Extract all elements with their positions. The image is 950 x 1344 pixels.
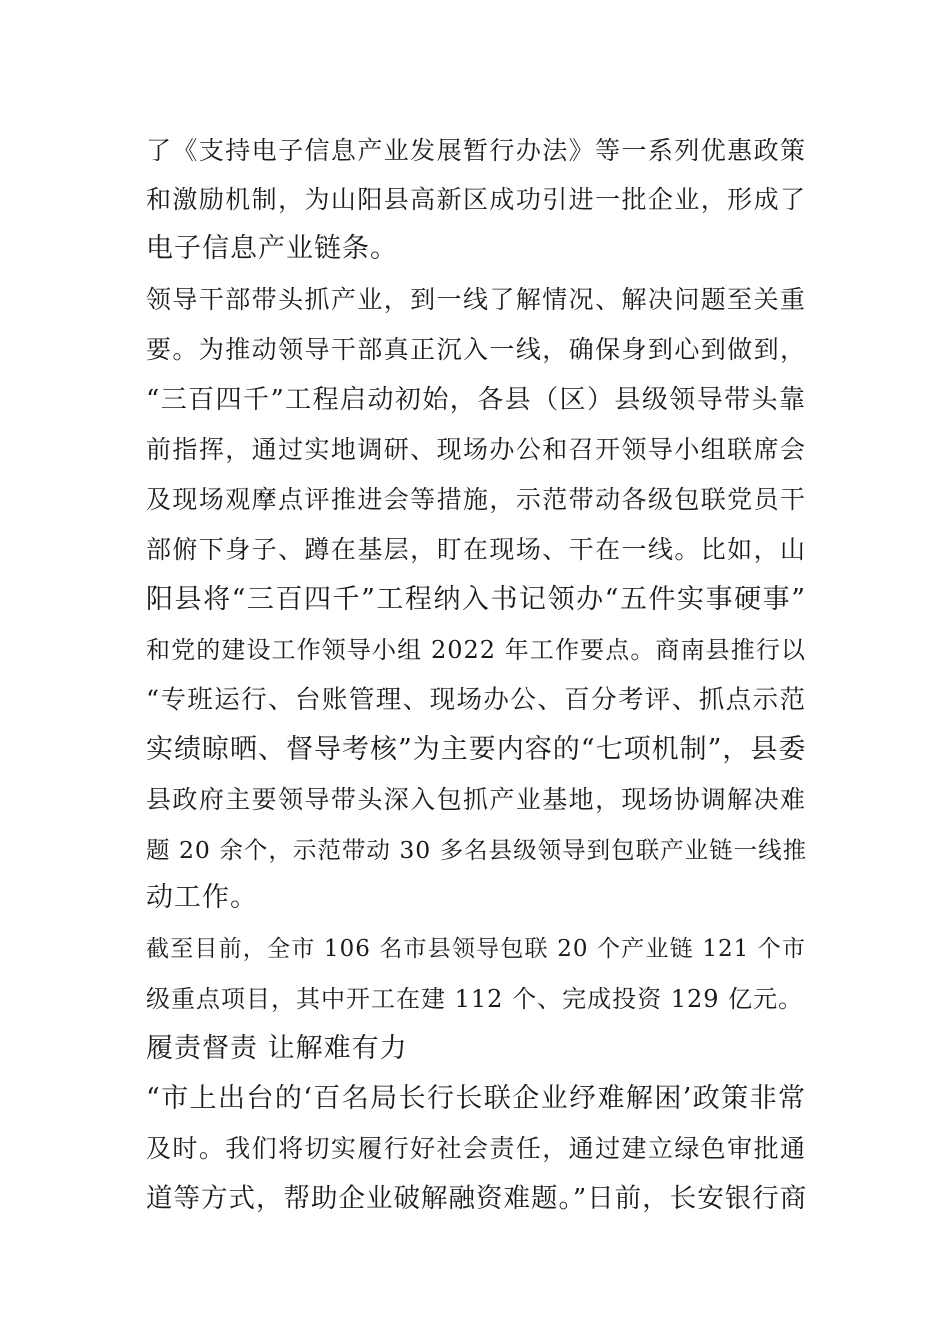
- text-line: 前指挥，通过实地调研、现场办公和召开领导小组联席会: [146, 435, 806, 464]
- text-line: 道等方式，帮助企业破解融资难题。”日前，长安银行商: [146, 1183, 808, 1214]
- text-line: 及现场观摩点评推进会等措施，示范带动各级包联党员干: [146, 485, 806, 514]
- text-line: 领导干部带头抓产业，到一线了解情况、解决问题至关重: [146, 285, 806, 314]
- text-line: 及时。我们将切实履行好社会责任，通过建立绿色审批通: [146, 1134, 806, 1163]
- text-line: 和党的建设工作领导小组 2022 年工作要点。商南县推行以: [146, 636, 806, 664]
- text-line: “专班运行、台账管理、现场办公、百分考评、抓点示范: [146, 685, 806, 715]
- section-heading: 履责督责 让解难有力: [146, 1033, 408, 1064]
- text-line: 阳县将“三百四千”工程纳入书记领办“五件实事硬事”: [146, 584, 806, 615]
- text-line: “市上出台的‘百名局长行长联企业纾难解困’政策非常: [146, 1083, 806, 1114]
- text-line: 部俯下身子、蹲在基层，盯在现场、干在一线。比如，山: [146, 535, 806, 564]
- text-line: 电子信息产业链条。: [146, 233, 398, 264]
- text-line: 县政府主要领导带头深入包抓产业基地，现场协调解决难: [146, 785, 806, 814]
- text-line: 要。为推动领导干部真正沉入一线，确保身到心到做到，: [146, 335, 806, 364]
- text-line: 实绩晾晒、督导考核”为主要内容的“七项机制”，县委: [146, 734, 807, 765]
- text-line: 动工作。: [146, 882, 258, 913]
- text-line: 题 20 余个，示范带动 30 多名县级领导到包联产业链一线推: [146, 836, 808, 864]
- text-line: 了《支持电子信息产业发展暂行办法》等一系列优惠政策: [146, 136, 806, 165]
- text-line: “三百四千”工程启动初始，各县（区）县级领导带头靠: [146, 385, 806, 415]
- text-line: 截至目前，全市 106 名市县领导包联 20 个产业链 121 个市: [146, 936, 806, 962]
- text-line: 和激励机制，为山阳县高新区成功引进一批企业，形成了: [146, 185, 806, 214]
- text-line: 级重点项目，其中开工在建 112 个、完成投资 129 亿元。: [146, 985, 804, 1013]
